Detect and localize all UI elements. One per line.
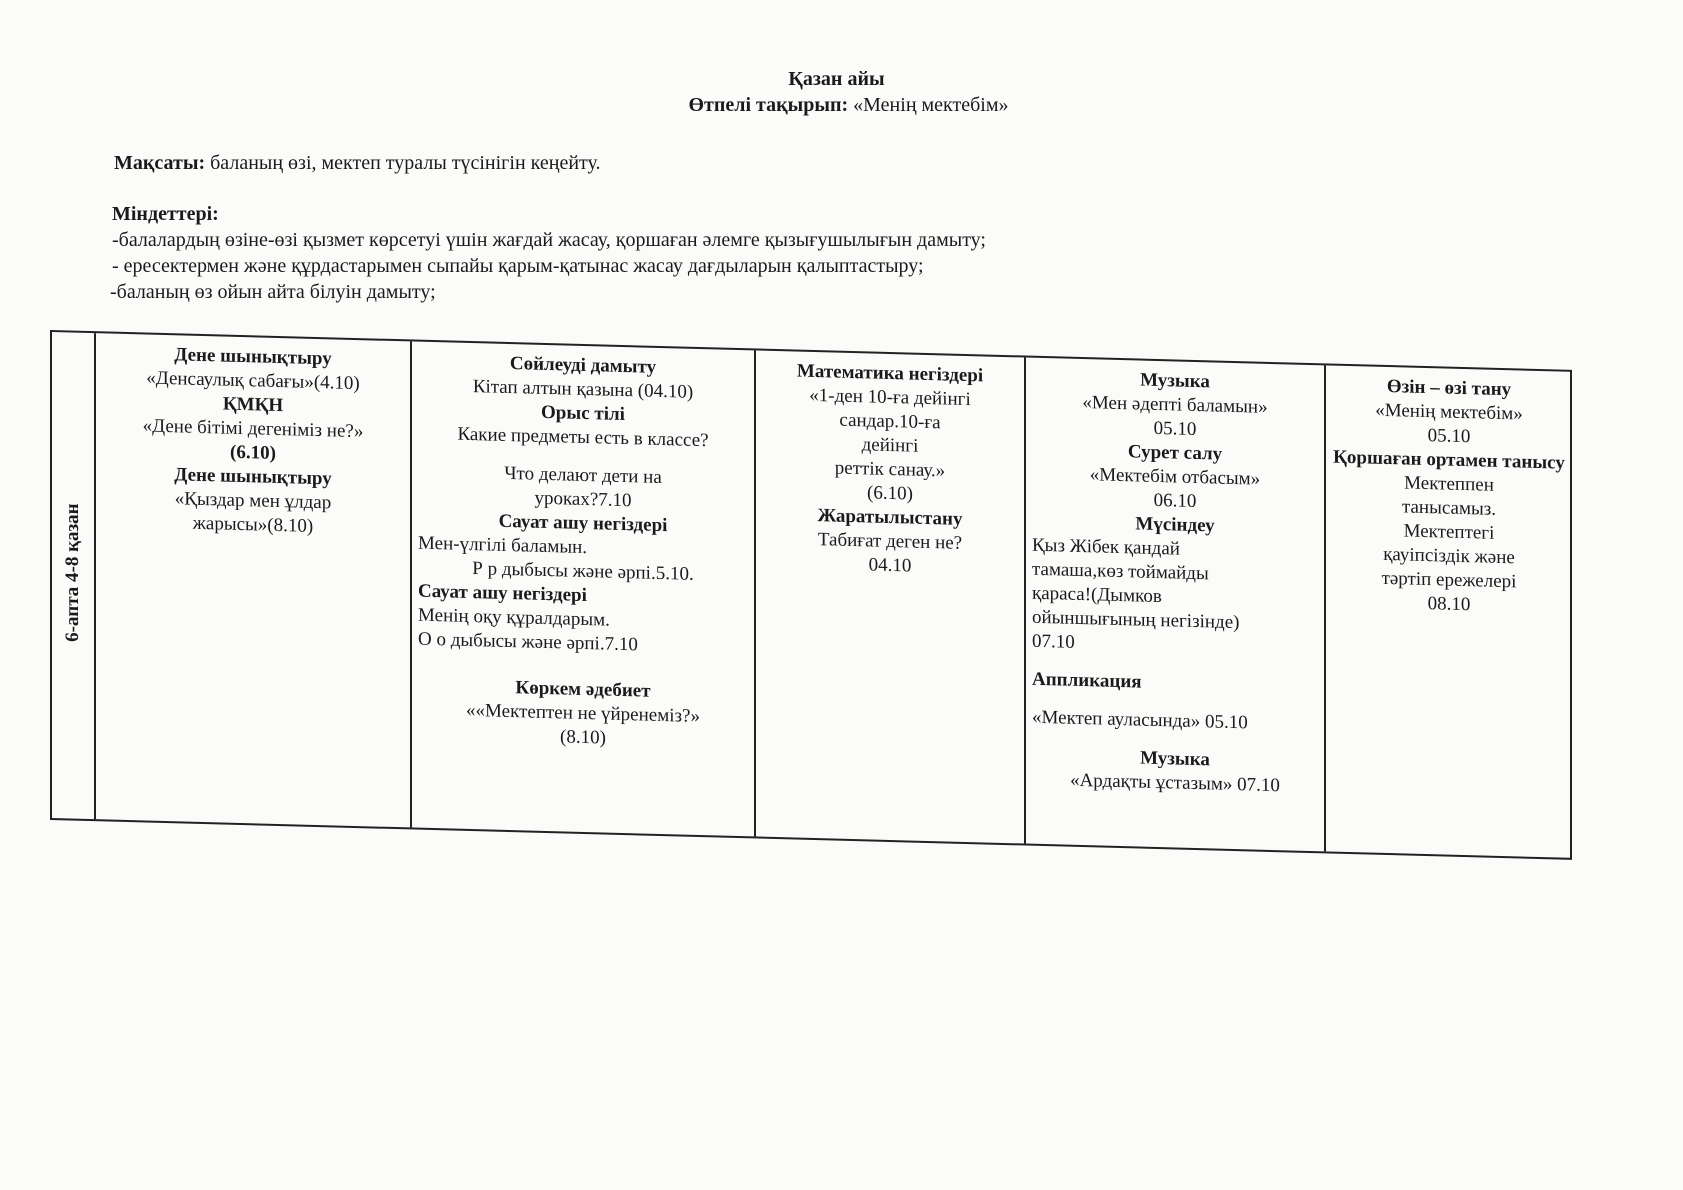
activity-line: Менің оқу құралдарым.: [418, 604, 610, 631]
activity-line: танысамыз.: [1401, 496, 1497, 520]
activity-line: Кітап алтын қазына (04.10): [472, 376, 694, 403]
subject-title: Музыка: [1140, 747, 1210, 771]
activity-line: «Мен әдепті баламын»: [1082, 392, 1268, 418]
activity-line: Р р дыбысы және әрпі.5.10.: [472, 558, 694, 585]
goal-label: Мақсаты:: [114, 152, 206, 174]
activity-line: дейінгі: [861, 434, 919, 457]
activity-column-2: [412, 341, 756, 836]
activity-line: Табиғат деген не?: [817, 529, 963, 554]
activity-line: «Мектебім отбасым»: [1089, 464, 1261, 490]
goal-text: баланың өзі, мектеп туралы түсінігін кеңейту.: [210, 152, 601, 174]
activity-line: 04.10: [868, 554, 912, 577]
activity-column-4: [1026, 358, 1326, 852]
subject-title: Музыка: [1140, 369, 1210, 393]
activity-line: «Мектеп ауласында» 05.10: [1032, 706, 1248, 734]
activity-line: 05.10: [1427, 425, 1471, 448]
activity-line: ««Мектептен не үйренеміз?»: [466, 699, 700, 728]
subject-title: Сауат ашу негіздері: [418, 580, 587, 607]
task-item: -баланың өз ойын айта білуін дамыту;: [110, 281, 436, 303]
task-item: - ересектермен және құрдастарымен сыпайы қарым-қатынас жасау дағдыларын қалыптастыру;: [112, 255, 924, 277]
subject-title: Қоршаған ортамен танысу: [1333, 446, 1565, 474]
activity-line: тамаша,көз тоймайды: [1032, 558, 1209, 585]
activity-line: Қыз Жібек қандай: [1032, 534, 1180, 560]
activity-line: Какие предметы есть в классе?: [457, 423, 709, 452]
activity-column-5: [1326, 365, 1572, 857]
activity-line: қауіпсіздік және: [1383, 543, 1515, 569]
activity-line: О о дыбысы және әрпі.7.10: [418, 628, 638, 656]
subject-title: Дене шынықтыру: [174, 344, 332, 370]
theme-value: «Менің мектебім»: [853, 94, 1009, 116]
activity-line: реттік санау.»: [834, 457, 946, 482]
subject-title: Дене шынықтыру: [174, 464, 332, 490]
activity-line: сандар.10-ға: [839, 409, 941, 434]
subject-title: Көркем әдебиет: [515, 677, 651, 702]
activity-line: ойыншығының негізінде): [1032, 606, 1240, 634]
subject-title: Орыс тілі: [541, 401, 625, 426]
activity-line: қараса!(Дымков: [1032, 582, 1162, 608]
theme-label: Өтпелі тақырып:: [688, 94, 849, 116]
activity-line: жарысы»(8.10): [192, 512, 314, 537]
activity-line: «1-ден 10-ға дейінгі: [809, 384, 971, 411]
subject-title: Жаратылыстану: [817, 505, 963, 530]
weekly-plan-table: [50, 330, 1572, 860]
activity-line: 07.10: [1032, 630, 1075, 653]
activity-line: «Дене бітімі дегеніміз не?»: [142, 415, 364, 443]
activity-line: (6.10): [230, 441, 276, 464]
activity-line: (6.10): [867, 482, 913, 505]
page-header: [0, 66, 1683, 118]
activity-line: Мен-үлгілі баламын.: [418, 532, 588, 559]
activity-line: Мектеппен: [1404, 472, 1494, 496]
subject-title: ҚМҚН: [222, 393, 284, 417]
activity-line: «Қыздар мен ұлдар: [174, 488, 332, 514]
subject-title: Сауат ашу негіздері: [498, 510, 668, 537]
activity-line: 05.10: [1153, 417, 1197, 441]
activity-line: «Денсаулық сабағы»(4.10): [146, 367, 360, 395]
activity-line: 06.10: [1153, 489, 1197, 513]
activity-line: (8.10): [560, 726, 606, 749]
subject-title: Өзін – өзі тану: [1386, 376, 1512, 401]
month-title: Қазан айы: [788, 68, 885, 90]
activity-column-1: [96, 333, 412, 827]
activity-column-3: [756, 350, 1026, 843]
tasks-label: Міндеттері:: [112, 203, 219, 225]
activity-line: Мектептегі: [1403, 520, 1495, 544]
subject-title: Сурет салу: [1127, 441, 1223, 465]
subject-title: Мүсіндеу: [1135, 513, 1215, 537]
goal: [114, 150, 601, 176]
activity-line: «Ардақты ұстазым» 07.10: [1070, 769, 1280, 797]
subject-title: Математика негіздері: [796, 360, 984, 387]
activity-line: «Менің мектебім»: [1375, 399, 1523, 425]
tasks: [112, 201, 986, 305]
task-item: -балалардың өзіне-өзі қызмет көрсетуі үшін жағдай жасау, қоршаған әлемге қызығушылығын дамыту;: [112, 229, 986, 251]
subject-title: Сөйлеуді дамыту: [509, 353, 657, 378]
theme-line: [14, 92, 1683, 118]
activity-line: уроках?7.10: [534, 487, 632, 512]
week-label: 6-апта 4-8 қазан: [62, 503, 83, 643]
week-column: [52, 332, 96, 819]
subject-title: Аппликация: [1032, 668, 1142, 693]
activity-line: Что делают дети на: [504, 462, 662, 489]
activity-line: тәртіп ережелері: [1381, 567, 1517, 593]
activity-line: 08.10: [1427, 593, 1471, 616]
